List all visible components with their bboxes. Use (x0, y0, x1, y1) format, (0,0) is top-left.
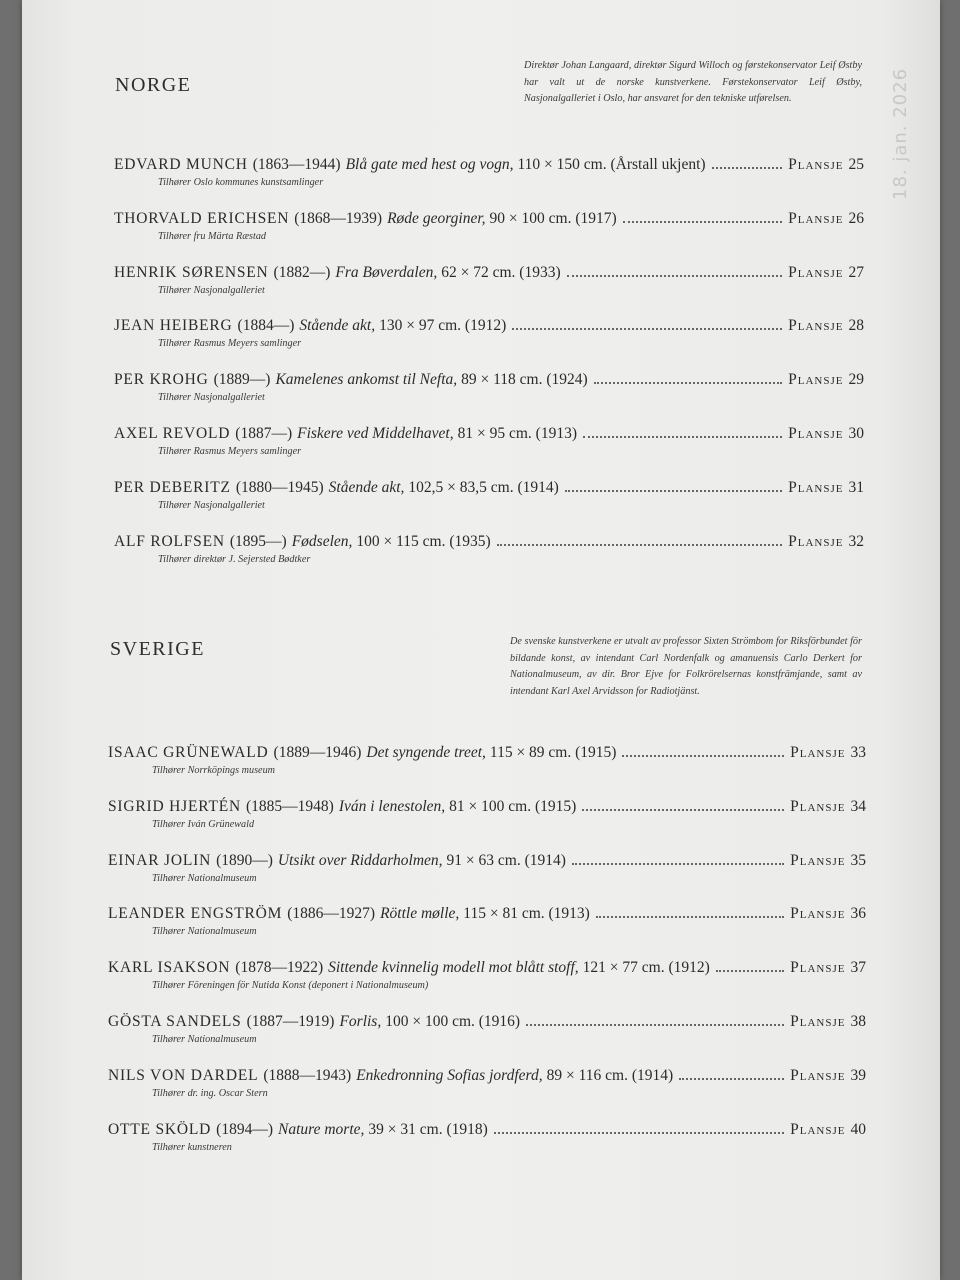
plansje-label: Plansje (790, 1066, 846, 1084)
artwork-title: Stående akt, (328, 478, 405, 496)
artist-name: JEAN HEIBERG (114, 317, 233, 335)
artwork-title: Fiskere ved Middelhavet, (297, 425, 454, 442)
artist-years: (1889—) (213, 371, 271, 389)
owner-line: Tilhører dr. ing. Oscar Stern (152, 1087, 268, 1099)
owner-line: Tilhører Nationalmuseum (152, 1034, 257, 1045)
leader-dots (623, 221, 782, 223)
artwork-title: Fra Bøverdalen, (335, 263, 438, 281)
artist-years: (1880—1945) (235, 478, 324, 496)
leader-dots (512, 328, 782, 330)
plansje-number: 32 (848, 532, 864, 550)
artist-years: (1886—1927) (287, 905, 376, 923)
plansje-number: 31 (848, 478, 864, 496)
leader-dots (497, 544, 782, 546)
artwork-title: Kamelenes ankomst til Nefta, (275, 371, 458, 389)
entry-line (108, 852, 866, 870)
leader-dots (679, 1078, 784, 1080)
catalog-entry (108, 1067, 866, 1099)
section-note-sverige: De svenske kunstverkene er utvalt av professor Sixten Strömbom for Riksförbundet för bildande konst, av intendant Carl Nordenfalk og amanuensis Carlo Derkert for Nationalmuseum, av dir. Bror Ejve for Folkrörelsernas konstfrämjande, samt av intendant Karl Axel Arvidsson for Radiotjänst. (510, 636, 862, 697)
plansje-label: Plansje (790, 744, 846, 761)
owner-line: Tilhører Nasjonalgalleriet (158, 392, 265, 404)
artist-years: (1889—1946) (273, 744, 362, 761)
artwork-title: Iván i lenestolen, (338, 797, 446, 815)
owner-line: Tilhører Nasjonalgalleriet (158, 499, 265, 511)
leader-dots (526, 1024, 784, 1026)
artist-name: GÖSTA SANDELS (108, 1013, 242, 1030)
artist-name: HENRIK SØRENSEN (114, 263, 269, 281)
plansje-label: Plansje (790, 905, 846, 923)
plansje-number: 36 (850, 905, 866, 923)
plansje-label: Plansje (788, 156, 844, 173)
plansje-label: Plansje (788, 209, 844, 227)
entry-line (114, 210, 864, 228)
section-heading-norge: NORGE (115, 74, 192, 96)
artwork-title: Nature morte, (277, 1120, 365, 1138)
artwork-title: Stående akt, (299, 317, 376, 335)
plansje-number: 34 (850, 797, 866, 815)
artist-years: (1888—1943) (263, 1066, 352, 1084)
catalog-entry (108, 1013, 866, 1045)
entry-line (108, 1121, 866, 1139)
artist-years: (1878—1922) (235, 959, 324, 977)
catalog-entry (114, 317, 864, 349)
catalog-entry (108, 744, 866, 776)
catalog-entry (108, 905, 866, 937)
plansje-number: 27 (848, 263, 864, 281)
plansje-number: 28 (848, 317, 864, 335)
leader-dots (716, 970, 784, 972)
artwork-details: 121 × 77 cm. (1912) (582, 959, 710, 977)
entry-line (114, 156, 864, 174)
plansje-label: Plansje (788, 478, 844, 496)
catalog-entry (108, 798, 866, 830)
artist-years: (1895—) (229, 532, 287, 550)
artwork-title: Fødselen, (291, 532, 353, 550)
artist-years: (1887—1919) (246, 1013, 335, 1030)
artist-name: PER DEBERITZ (114, 478, 231, 496)
catalog-entry (108, 1121, 866, 1153)
leader-dots (565, 490, 782, 492)
artist-years: (1890—) (216, 851, 273, 869)
leader-dots (572, 863, 784, 865)
artist-name: ALF ROLFSEN (114, 532, 225, 550)
artist-name: LEANDER ENGSTRÖM (108, 905, 283, 923)
catalog-entry (108, 852, 866, 884)
catalog-entry (114, 264, 864, 296)
owner-line: Tilhører Iván Grünewald (152, 818, 255, 830)
artwork-details: 130 × 97 cm. (1912) (379, 317, 507, 335)
artist-name: AXEL REVOLD (114, 425, 231, 442)
artwork-title: Enkedronning Sofias jordferd, (356, 1066, 543, 1084)
artist-name: EDVARD MUNCH (114, 156, 248, 173)
artwork-details: 90 × 100 cm. (1917) (489, 209, 617, 227)
artwork-details: 115 × 89 cm. (1915) (489, 744, 617, 761)
entry-line (108, 1067, 866, 1085)
artwork-title: Forlis, (339, 1013, 382, 1030)
owner-line: Tilhører Nasjonalgalleriet (158, 284, 265, 296)
artist-name: SIGRID HJERTÉN (108, 797, 241, 815)
leader-dots (712, 167, 783, 169)
plansje-label: Plansje (788, 532, 844, 550)
date-stamp: 18. jan. 2026 (890, 67, 911, 200)
plansje-number: 33 (850, 744, 866, 761)
entry-line (114, 371, 864, 389)
plansje-number: 38 (850, 1013, 866, 1030)
plansje-label: Plansje (790, 851, 846, 869)
owner-line: Tilhører kunstneren (152, 1141, 232, 1153)
artwork-title: Utsikt over Riddarholmen, (277, 851, 443, 869)
leader-dots (583, 436, 782, 438)
artwork-title: Sittende kvinnelig modell mot blått stoff, (328, 959, 579, 977)
owner-line: Tilhører Oslo kommunes kunstsamlinger (158, 177, 324, 188)
leader-dots (582, 809, 784, 811)
artist-years: (1885—1948) (245, 797, 334, 815)
owner-line: Tilhører fru Märta Ræstad (158, 230, 267, 242)
catalog-entry (108, 959, 866, 991)
artist-name: EINAR JOLIN (108, 851, 212, 869)
artist-years: (1868—1939) (294, 209, 383, 227)
plansje-label: Plansje (790, 1120, 846, 1138)
artwork-details: 102,5 × 83,5 cm. (1914) (408, 478, 559, 496)
catalog-entry (114, 371, 864, 403)
artwork-details: 62 × 72 cm. (1933) (441, 263, 561, 281)
owner-line: Tilhører direktør J. Sejersted Bødtker (158, 553, 311, 565)
entry-line (108, 905, 866, 923)
artist-name: ISAAC GRÜNEWALD (108, 744, 269, 761)
artwork-details: 81 × 100 cm. (1915) (449, 797, 577, 815)
entry-line (108, 744, 866, 762)
catalog-entry (114, 479, 864, 511)
entry-line (108, 798, 866, 816)
artwork-title: Det syngende treet, (366, 744, 486, 761)
leader-dots (567, 275, 783, 277)
artwork-details: 110 × 150 cm. (Årstall ukjent) (517, 156, 706, 173)
section-note-norge: Direktør Johan Langaard, direktør Sigurd Willoch og førstekonservator Leif Østby har valt ut de norske kunstverkene. Førstekonservator Leif Østby, Nasjonalgalleriet i Oslo, har ansvaret for den tekniske utførelsen. (524, 60, 862, 104)
entry-line (114, 533, 864, 551)
artwork-details: 81 × 95 cm. (1913) (457, 425, 578, 442)
leader-dots (596, 916, 784, 918)
plansje-number: 25 (848, 156, 864, 173)
artist-years: (1887—) (235, 425, 293, 442)
leader-dots (494, 1132, 784, 1134)
entry-line (114, 264, 864, 282)
plansje-number: 40 (850, 1120, 866, 1138)
artist-years: (1884—) (237, 317, 295, 335)
artwork-title: Røde georginer, (387, 209, 486, 227)
artist-years: (1863—1944) (252, 156, 341, 173)
owner-line: Tilhører Rasmus Meyers samlinger (158, 338, 302, 350)
entry-line (114, 317, 864, 335)
plansje-label: Plansje (790, 797, 846, 815)
artwork-details: 100 × 100 cm. (1916) (385, 1013, 521, 1030)
section-heading-sverige: SVERIGE (110, 638, 205, 660)
catalog-entry (114, 210, 864, 242)
owner-line: Tilhører Nationalmuseum (152, 926, 257, 938)
artist-years: (1882—) (273, 263, 331, 281)
catalog-entry (114, 533, 864, 565)
artwork-details: 89 × 118 cm. (1924) (461, 371, 588, 389)
entry-line (114, 479, 864, 497)
entry-line (114, 425, 864, 443)
leader-dots (622, 755, 784, 757)
artist-name: OTTE SKÖLD (108, 1120, 212, 1138)
plansje-number: 29 (848, 371, 864, 389)
catalog-entry (114, 156, 864, 188)
artwork-details: 115 × 81 cm. (1913) (463, 905, 590, 923)
catalog-entry (114, 425, 864, 457)
plansje-label: Plansje (788, 263, 844, 281)
plansje-number: 37 (850, 959, 866, 977)
entry-line (108, 959, 866, 977)
owner-line: Tilhører Föreningen för Nutida Konst (deponert i Nationalmuseum) (152, 980, 429, 992)
leader-dots (594, 382, 782, 384)
plansje-label: Plansje (788, 371, 844, 389)
plansje-label: Plansje (788, 317, 844, 335)
artwork-details: 89 × 116 cm. (1914) (546, 1066, 674, 1084)
artwork-details: 91 × 63 cm. (1914) (446, 851, 566, 869)
artist-years: (1894—) (216, 1120, 273, 1138)
artwork-title: Röttle mølle, (380, 905, 460, 923)
artist-name: NILS VON DARDEL (108, 1066, 259, 1084)
artist-name: PER KROHG (114, 371, 209, 389)
plansje-label: Plansje (790, 1013, 846, 1030)
artwork-details: 39 × 31 cm. (1918) (368, 1120, 488, 1138)
owner-line: Tilhører Nationalmuseum (152, 872, 257, 884)
artwork-title: Blå gate med hest og vogn, (345, 156, 514, 173)
plansje-number: 39 (850, 1066, 866, 1084)
entry-line (108, 1013, 866, 1031)
plansje-number: 30 (848, 425, 864, 442)
plansje-label: Plansje (788, 425, 844, 442)
plansje-number: 35 (850, 851, 866, 869)
owner-line: Tilhører Norrköpings museum (152, 765, 276, 776)
owner-line: Tilhører Rasmus Meyers samlinger (158, 446, 302, 457)
artist-name: THORVALD ERICHSEN (114, 209, 290, 227)
artist-name: KARL ISAKSON (108, 959, 231, 977)
catalog-page (22, 0, 940, 1280)
artwork-details: 100 × 115 cm. (1935) (356, 532, 491, 550)
plansje-number: 26 (848, 209, 864, 227)
plansje-label: Plansje (790, 959, 846, 977)
